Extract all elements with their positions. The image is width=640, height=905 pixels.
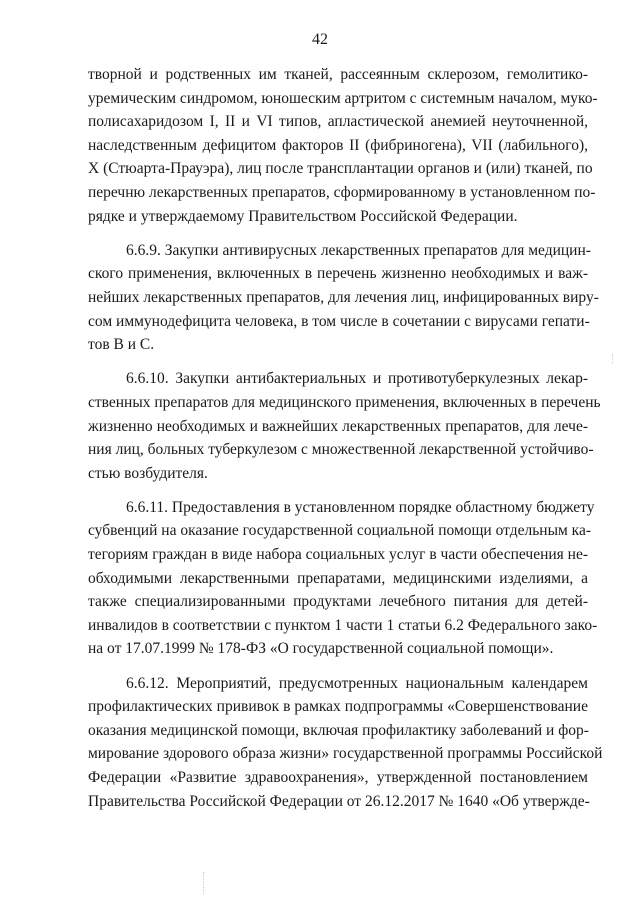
- text-line: профилактических прививок в рамках подпрограммы «Совершенствование: [88, 698, 588, 716]
- text-line: субвенций на оказание государственной социальной помощи отдельным ка-: [88, 522, 592, 540]
- text-line: 6.6.9. Закупки антивирусных лекарственных препаратов для медицин-: [126, 241, 591, 259]
- text-line: 6.6.12. Мероприятий, предусмотренных национальным календарем: [126, 674, 588, 692]
- text-line: мирование здорового образа жизни» государственной программы Российской: [88, 745, 603, 763]
- text-line: жизненно необходимых и важнейших лекарственных препаратов, для лече-: [88, 417, 588, 435]
- paragraph-6-6-12: [88, 672, 603, 814]
- paragraph-spacer: [88, 485, 588, 496]
- text-line: Правительства Российской Федерации от 26.12.2017 № 1640 «Об утвержде-: [88, 792, 590, 810]
- text-line: 6.6.10. Закупки антибактериальных и противотуберкулезных лекар-: [126, 370, 588, 388]
- text-line: Федерации «Развитие здравоохранения», утвержденной постановлением: [88, 769, 588, 786]
- text-line: тегориям граждан в виде набора социальных услуг в части обеспечения не-: [88, 546, 589, 564]
- text-line: перечню лекарственных препаратов, сформированному в установленном по-: [88, 183, 596, 201]
- text-line: нейших лекарственных препаратов, для лечения лиц, инфицированных виру-: [88, 288, 599, 306]
- paragraph-continuation: [88, 63, 598, 228]
- text-line: уремическим синдромом, юношеским артритом с системным началом, муко-: [88, 89, 598, 107]
- text-line: сом иммунодефицита человека, в том числе в сочетании с вирусами гепати-: [88, 312, 590, 330]
- text-line: 6.6.11. Предоставления в установленном порядке областному бюджету: [126, 498, 595, 516]
- scan-artifact: [612, 354, 616, 364]
- text-line: стью возбудителя.: [88, 464, 208, 482]
- text-line: творной и родственных им тканей, рассеянным склерозом, гемолитико-: [88, 66, 588, 83]
- text-line: также специализированными продуктами лечебного питания для детей-: [88, 593, 588, 611]
- text-line: наследственным дефицитом факторов II (фибриногена), VII (лабильного),: [88, 136, 588, 154]
- text-line: X (Стюарта-Прауэра), лиц после трансплантации органов и (или) тканей, по: [88, 160, 593, 178]
- paragraph-spacer: [88, 357, 588, 368]
- paragraph-spacer: [88, 661, 588, 672]
- scan-artifact: [203, 872, 205, 894]
- text-line: инвалидов в соответствии с пунктом 1 части 1 статьи 6.2 Федерального зако-: [88, 616, 598, 634]
- paragraph-6-6-9: [88, 239, 599, 357]
- text-line: оказания медицинской помощи, включая профилактику заболеваний и фор-: [88, 721, 589, 739]
- text-line: тов B и C.: [88, 336, 155, 354]
- paragraph-spacer: [88, 228, 588, 239]
- text-line: на от 17.07.1999 № 178-ФЗ «О государственной социальной помощи».: [88, 640, 554, 658]
- text-line: ского применения, включенных в перечень жизненно необходимых и важ-: [88, 265, 588, 283]
- page-body: [88, 63, 603, 813]
- text-line: ния лиц, больных туберкулезом с множественной лекарственной устойчиво-: [88, 441, 594, 459]
- text-line: обходимыми лекарственными препаратами, медицинскими изделиями, а: [88, 569, 588, 587]
- text-line: полисахаридозом I, II и VI типов, апластической анемией неуточненной,: [88, 113, 588, 131]
- page-number: 42: [312, 31, 328, 48]
- text-line: ственных препаратов для медицинского применения, включенных в перечень: [88, 393, 601, 411]
- text-line: рядке и утверждаемому Правительством Российской Федерации.: [88, 207, 518, 225]
- paragraph-6-6-11: [88, 496, 598, 661]
- paragraph-6-6-10: [88, 367, 601, 485]
